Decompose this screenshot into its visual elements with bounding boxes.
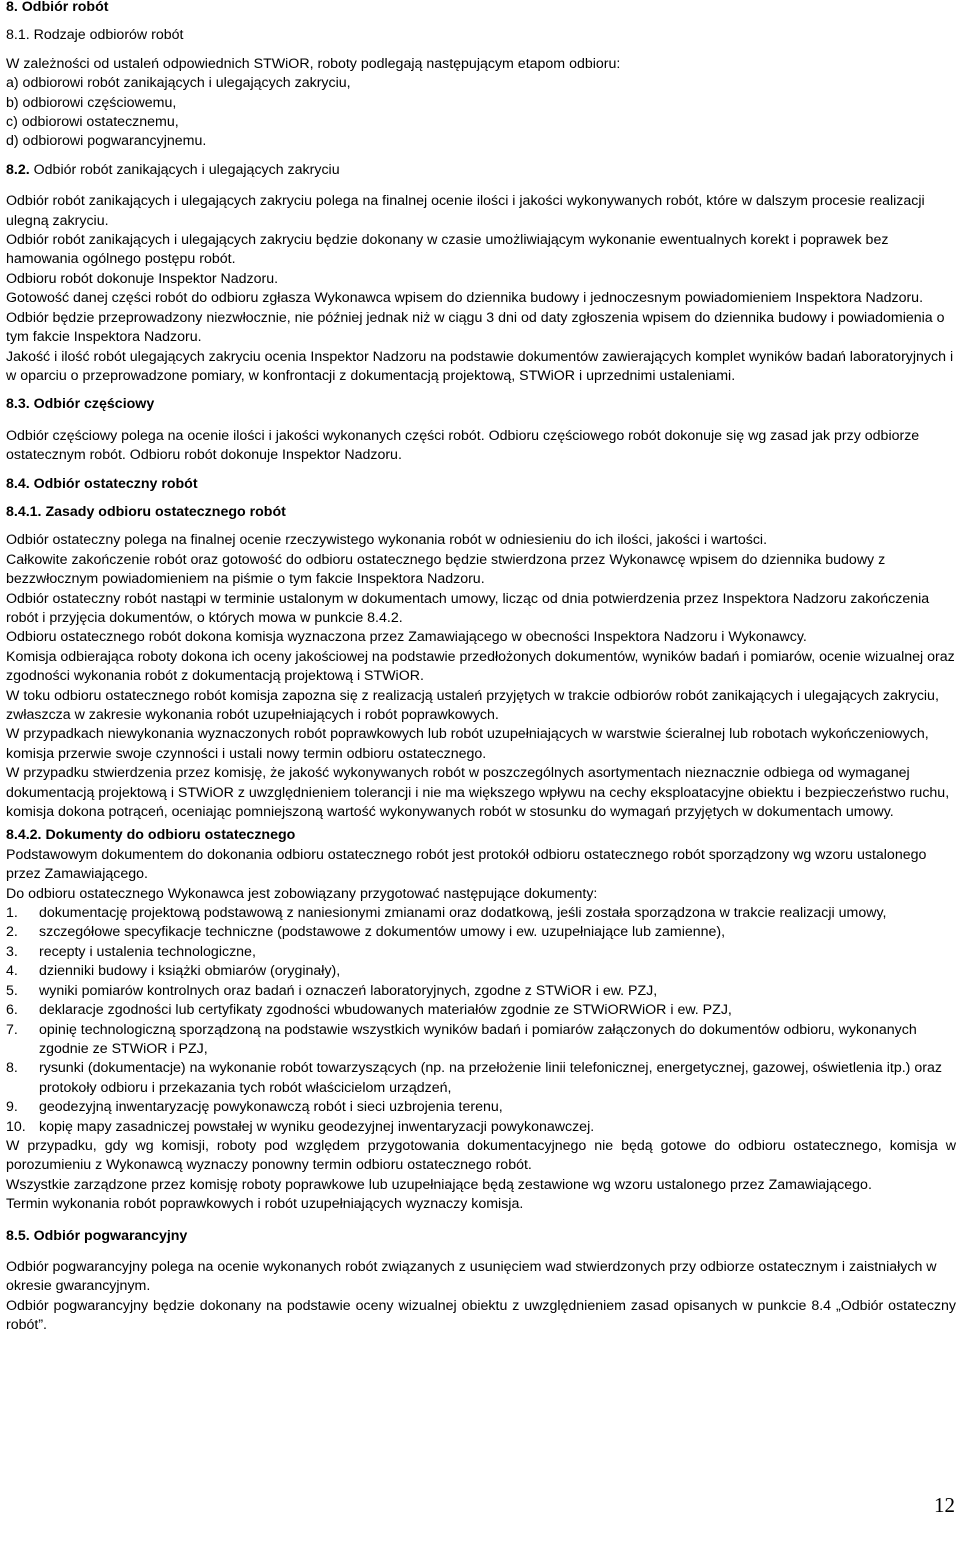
section-8-4-2-intro: Do odbioru ostatecznego Wykonawca jest zobowiązany przygotować następujące dokumenty:	[6, 885, 598, 902]
list-item	[6, 1001, 956, 1020]
section-8-2-heading	[6, 161, 956, 180]
list-item-text: opinię technologiczną sporządzoną na podstawie wszystkich wyników badań i pomiarów załączonych do dokumentów odbioru, wykonanych zgodnie ze STWiOR i PZJ,	[39, 1021, 917, 1057]
list-item	[6, 1021, 956, 1060]
list-item-number: 9.	[6, 1099, 18, 1116]
section-8-4-1-paragraph: Komisja odbierająca roboty dokona ich oceny jakościowej na podstawie przedłożonych dokumentów, wyników badań i pomiarów, ocenie wizualnej oraz zgodności wykonania robót z dokumentacją projektową i STWiOR.	[6, 648, 955, 685]
section-8-4-heading: 8.4. Odbiór ostateczny robót	[6, 475, 198, 492]
list-item	[6, 943, 956, 962]
section-8-2-title: Odbiór robót zanikających i ulegających zakryciu	[33, 161, 340, 178]
list-item	[6, 923, 956, 942]
list-item	[6, 904, 956, 923]
section-8-5-paragraph: Odbiór pogwarancyjny będzie dokonany na podstawie oceny wizualnej obiektu z uwzględnieniem zasad opisanych w punkcie 8.4 „Odbiór ostateczny robót”.	[6, 1297, 956, 1334]
list-item	[6, 982, 956, 1001]
section-8-2-paragraph: Jakość i ilość robót ulegających zakryciu ocenia Inspektor Nadzoru na podstawie dokumentów zawierających komplet wyników badań laboratoryjnych i w oparciu o przeprowadzone pomiary, w konfrontacji z dokumentacją projektową, STWiOR i uprzednimi ustaleniami.	[6, 348, 954, 384]
section-8-4-2-heading: 8.4.2. Dokumenty do odbioru ostatecznego	[6, 827, 296, 844]
list-item-text: deklaracje zgodności lub certyfikaty zgodności wbudowanych materiałów zgodnie ze STWiORWiOR i ew. PZJ,	[39, 1002, 732, 1019]
section-8-2-number: 8.2.	[6, 161, 30, 178]
section-8-4-1-paragraph: W przypadku stwierdzenia przez komisję, że jakość wykonywanych robót w poszczególnych asortymentach nieznacznie odbiega od wymaganej dokumentacją projektową i STWiOR z uwzględnieniem tolerancji i nie ma większego wpływu na cechy eksploatacyjne obiektu i bezpieczeństwo ruchu, komisja dokona potrąceń, oceniając pomniejszoną wartość wykonywanych robót w stosunku do wymagań przyjętych w dokumentach umowy.	[6, 765, 950, 821]
list-item-number: 2.	[6, 924, 18, 941]
section-8-2-paragraph: Gotowość danej części robót do odbioru zgłasza Wykonawca wpisem do dziennika budowy i jednoczesnym powiadomieniem Inspektora Nadzoru.	[6, 290, 924, 307]
section-8-1-heading: 8.1. Rodzaje odbiorów robót	[6, 27, 184, 44]
list-item-number: 3.	[6, 943, 18, 960]
section-8-4-2-paragraph: W przypadku, gdy wg komisji, roboty pod względem przygotowania dokumentacyjnego nie będą gotowe do odbioru ostatecznego, komisja w porozumieniu z Wykonawcą wyznaczy ponowny termin odbioru ostatecznego robót.	[6, 1137, 956, 1174]
section-8-4-2-intro: Podstawowym dokumentem do dokonania odbioru ostatecznego robót jest protokół odbioru ostatecznego robót sporządzony wg wzoru ustalonego przez Zamawiającego.	[6, 846, 927, 883]
list-item-number: 1.	[6, 905, 18, 922]
list-item-number: 5.	[6, 982, 18, 999]
list-item-text: geodezyjną inwentaryzację powykonawczą robót i sieci uzbrojenia terenu,	[39, 1099, 503, 1116]
list-item-number: 4.	[6, 963, 18, 980]
list-item-number: 10.	[6, 1118, 26, 1135]
list-item	[6, 1118, 956, 1137]
section-8-2-paragraph: Odbiór będzie przeprowadzony niezwłocznie, nie później jednak niż w ciągu 3 dni od daty zgłoszenia wpisem do dziennika budowy i powiadomienia o tym fakcie Inspektora Nadzoru.	[6, 309, 945, 346]
list-item-c: c) odbiorowi ostatecznemu,	[6, 114, 179, 131]
list-item-d: d) odbiorowi pogwarancyjnemu.	[6, 133, 207, 150]
section-8-2-paragraph: Odbiór robót zanikających i ulegających zakryciu będzie dokonany w czasie umożliwiającym wykonanie ewentualnych korekt i poprawek bez hamowania ogólnego postępu robót.	[6, 232, 889, 268]
list-item-text: kopię mapy zasadniczej powstałej w wyniku geodezyjnej inwentaryzacji powykonawczej.	[39, 1118, 595, 1135]
page-number: 12	[934, 1493, 955, 1517]
section-8-4-2-paragraph: Termin wykonania robót poprawkowych i robót uzupełniających wyznaczy komisja.	[6, 1196, 524, 1213]
section-8-4-1-paragraph: W przypadkach niewykonania wyznaczonych robót poprawkowych lub robót uzupełniających w warstwie ścieralnej lub robotach wykończeniowych, komisja przerwie swoje czynności i ustali nowy termin odbioru ostatecznego.	[6, 726, 929, 762]
list-item-text: wyniki pomiarów kontrolnych oraz badań i oznaczeń laboratoryjnych, zgodne z STWiOR i ew. PZJ,	[39, 982, 658, 999]
section-8-4-2-paragraph: Wszystkie zarządzone przez komisję roboty poprawkowe lub uzupełniające będą zestawione wg wzoru ustalonego przez Zamawiającego.	[6, 1176, 872, 1193]
section-8-5-heading: 8.5. Odbiór pogwarancyjny	[6, 1227, 188, 1244]
section-8-5-paragraph: Odbiór pogwarancyjny polega na ocenie wykonanych robót związanych z usunięciem wad stwierdzonych przy odbiorze ostatecznym i zaistniałych w okresie gwarancyjnym.	[6, 1258, 937, 1295]
list-item-text: rysunki (dokumentacje) na wykonanie robót towarzyszących (np. na przełożenie linii telefonicznej, energetycznej, gazowej, oświetlenia itp.) oraz protokoły odbioru i przekazania tych robót właścicielom urządzeń,	[39, 1060, 942, 1096]
list-item	[6, 1059, 956, 1098]
section-8-2-paragraph: Odbioru robót dokonuje Inspektor Nadzoru.	[6, 270, 279, 287]
section-8-3-heading: 8.3. Odbiór częściowy	[6, 396, 155, 413]
list-item-number: 7.	[6, 1021, 18, 1038]
list-item-text: recepty i ustalenia technologiczne,	[39, 943, 256, 960]
list-item	[6, 962, 956, 981]
list-item-text: dokumentację projektową podstawową z naniesionymi zmianami oraz dodatkową, jeśli została sporządzona w trakcie realizacji umowy,	[39, 905, 887, 922]
list-item-number: 6.	[6, 1002, 18, 1019]
documents-list	[6, 904, 956, 1137]
list-item-number: 8.	[6, 1060, 18, 1077]
document-content	[6, 0, 956, 1336]
section-8-4-1-paragraph: W toku odbioru ostatecznego robót komisja zapozna się z realizacją ustaleń przyjętych w trakcie odbiorów robót zanikających i ulegających zakryciu, zwłaszcza w zakresie wykonania robót uzupełniających i robót poprawkowych.	[6, 687, 939, 723]
list-item-a: a) odbiorowi robót zanikających i ulegających zakryciu,	[6, 75, 351, 92]
section-8-3-paragraph: Odbiór częściowy polega na ocenie ilości i jakości wykonanych części robót. Odbioru częściowego robót dokonuje się wg zasad jak przy odbiorze ostatecznym robót. Odbioru robót dokonuje Inspektor Nadzoru.	[6, 427, 920, 464]
list-item-b: b) odbiorowi częściowemu,	[6, 94, 177, 111]
section-8-heading: 8. Odbiór robót	[6, 0, 109, 15]
section-8-4-1-paragraph: Odbiór ostateczny robót nastąpi w terminie ustalonym w dokumentach umowy, licząc od dnia potwierdzenia przez Inspektora Nadzoru zakończenia robót i przyjęcia dokumentów, o których mowa w punkcie 8.4.2.	[6, 590, 930, 626]
section-8-4-1-paragraph: Całkowite zakończenie robót oraz gotowość do odbioru ostatecznego będzie stwierdzona przez Wykonawcę wpisem do dziennika budowy z bezzwłocznym powiadomieniem na piśmie o tym fakcie Inspektora Nadzoru.	[6, 551, 886, 588]
section-8-2-paragraph: Odbiór robót zanikających i ulegających zakryciu polega na finalnej ocenie ilości i jakości wykonywanych robót, które w dalszym procesie realizacji ulegną zakryciu.	[6, 193, 925, 229]
list-item-text: dzienniki budowy i książki obmiarów (oryginały),	[39, 963, 341, 980]
section-8-4-1-paragraph: Odbiór ostateczny polega na finalnej ocenie rzeczywistego wykonania robót w odniesieniu do ich ilości, jakości i wartości.	[6, 532, 768, 549]
section-8-4-1-paragraph: Odbioru ostatecznego robót dokona komisja wyznaczona przez Zamawiającego w obecności Inspektora Nadzoru i Wykonawcy.	[6, 629, 807, 646]
section-8-1-intro: W zależności od ustaleń odpowiednich STWiOR, roboty podlegają następującym etapom odbioru:	[6, 55, 621, 72]
list-item	[6, 1098, 956, 1117]
section-8-4-1-heading: 8.4.1. Zasady odbioru ostatecznego robót	[6, 503, 286, 520]
list-item-text: szczegółowe specyfikacje techniczne (podstawowe z dokumentów umowy i ew. uzupełniające lub zamienne),	[39, 924, 726, 941]
